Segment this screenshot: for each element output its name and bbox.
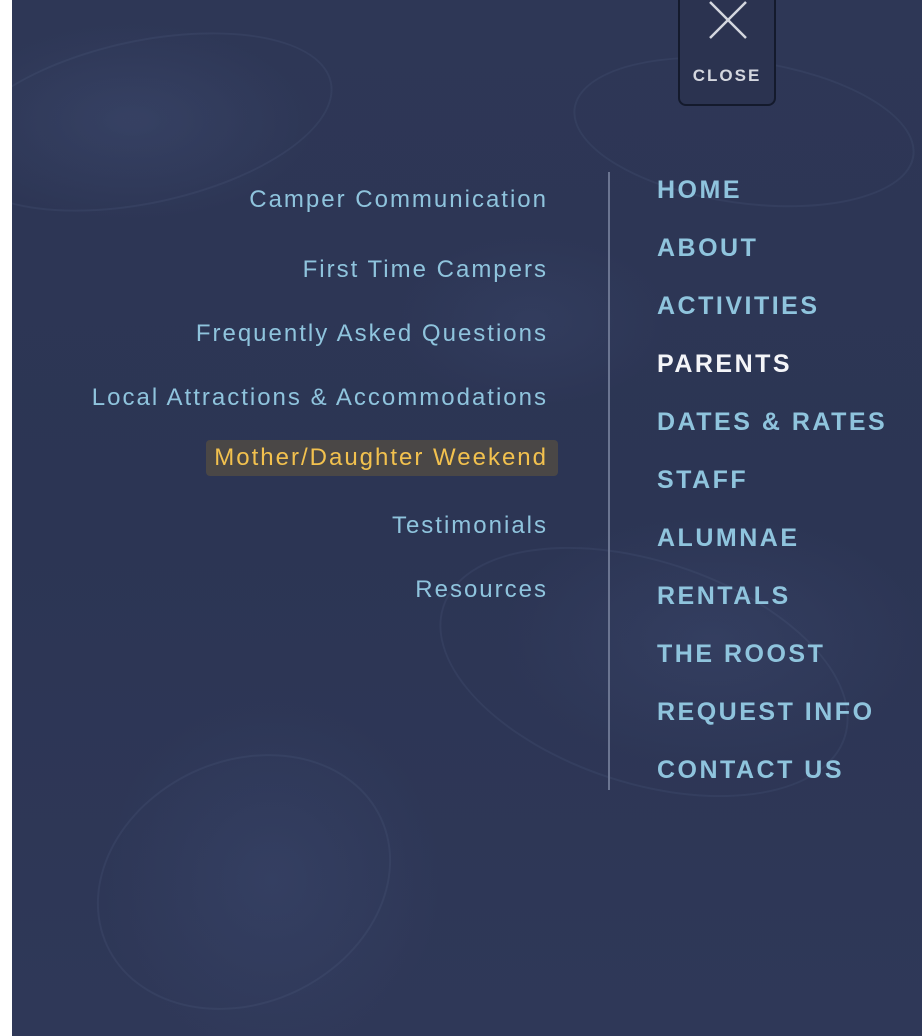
main-menu-item-contact-us[interactable]: CONTACT US (657, 756, 845, 784)
main-menu-item-alumnae[interactable]: ALUMNAE (657, 524, 800, 552)
main-menu-item-staff[interactable]: STAFF (657, 466, 749, 494)
close-button[interactable] (678, 0, 776, 106)
submenu-item-faq[interactable]: Frequently Asked Questions (195, 320, 548, 347)
close-icon (706, 0, 750, 42)
main-menu-item-parents[interactable]: PARENTS (657, 350, 793, 378)
navigation-overlay (12, 0, 922, 1036)
submenu-item-mother-daughter-weekend[interactable]: Mother/Daughter Weekend (206, 440, 558, 476)
submenu-item-testimonials[interactable]: Testimonials (391, 512, 548, 539)
main-menu-item-dates-rates[interactable]: DATES & RATES (657, 408, 888, 436)
marble-swirl-decoration (55, 707, 434, 1036)
submenu-item-first-time-campers[interactable]: First Time Campers (302, 256, 548, 283)
submenu-item-local-attractions[interactable]: Local Attractions & Accommodations (91, 384, 548, 411)
main-menu-item-request-info[interactable]: REQUEST INFO (657, 698, 875, 726)
submenu-item-camper-communication[interactable]: Camper Communication (249, 186, 548, 213)
main-menu-item-activities[interactable]: ACTIVITIES (657, 292, 820, 320)
marble-swirl-decoration (408, 500, 880, 844)
main-menu-item-the-roost[interactable]: THE ROOST (657, 640, 826, 668)
main-menu-item-rentals[interactable]: RENTALS (657, 582, 791, 610)
submenu-item-resources[interactable]: Resources (415, 576, 548, 603)
close-label: CLOSE (692, 66, 762, 85)
main-menu-item-about[interactable]: ABOUT (657, 234, 759, 262)
main-menu-item-home[interactable]: HOME (657, 176, 742, 204)
menu-divider (608, 172, 610, 790)
